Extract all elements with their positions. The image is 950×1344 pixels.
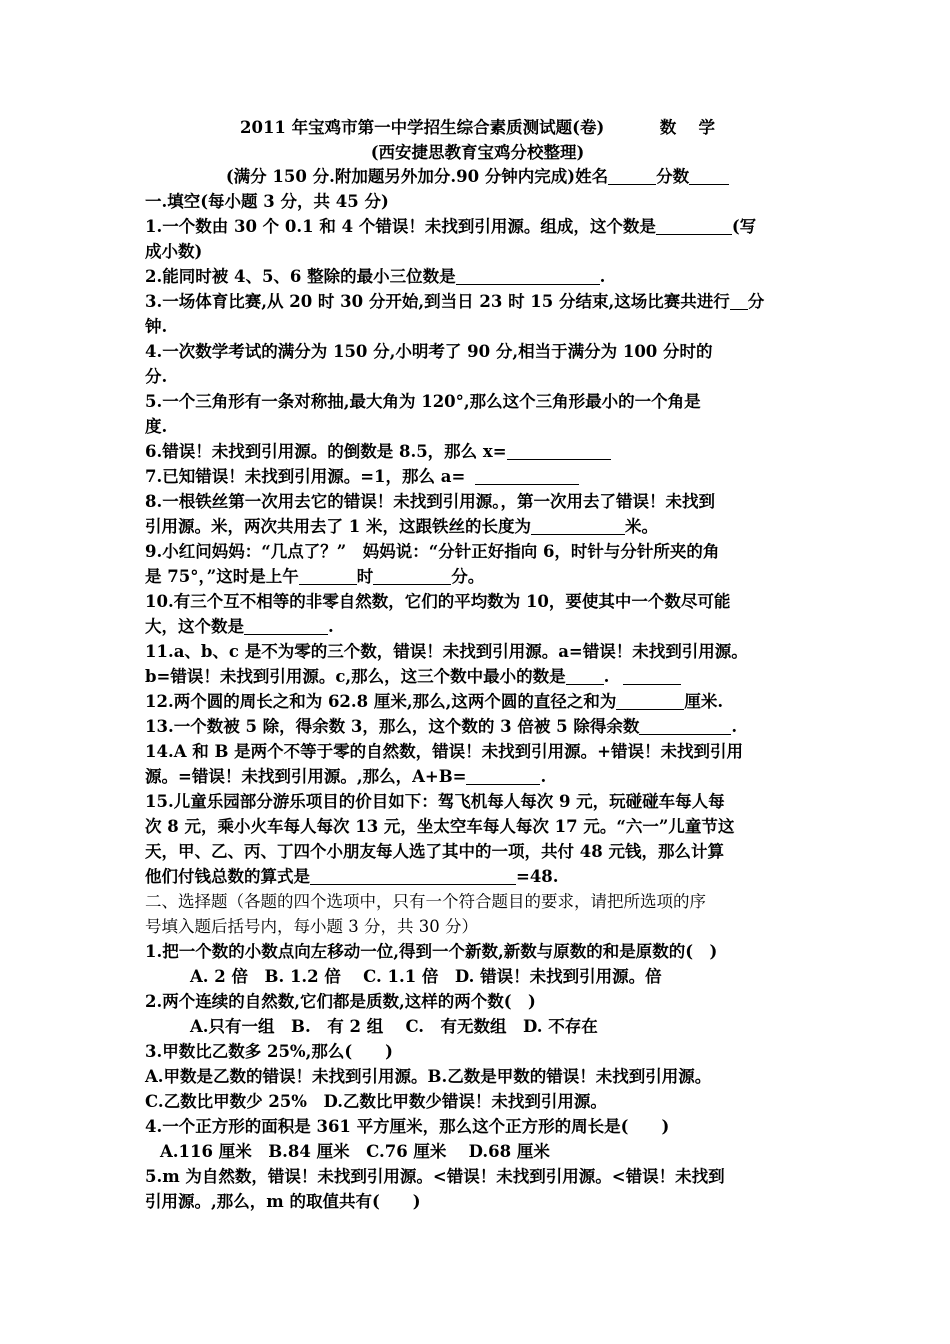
q10-line1: 10.有三个互不相等的非零自然数，它们的平均数为 10，要使其中一个数尽可能 (145, 592, 731, 611)
q2-line: 2.能同时被 4、5、6 整除的最小三位数是 . (145, 267, 606, 286)
q6-blank[interactable] (507, 441, 611, 460)
s2-q4: 4.一个正方形的面积是 361 平方厘米，那么这个正方形的周长是( ) (145, 1117, 670, 1136)
q1-blank[interactable] (656, 216, 732, 235)
q4-line1: 4.一次数学考试的满分为 150 分,小明考了 90 分,相当于满分为 100 分时的 (145, 342, 713, 361)
exam-subject: 数 学 (659, 118, 716, 137)
q7-blank[interactable] (475, 466, 579, 485)
q9-hour-blank[interactable] (299, 566, 357, 585)
section1-heading: 一.填空(每小题 3 分，共 45 分) (145, 192, 389, 211)
q11-blank-2[interactable] (623, 666, 681, 685)
q7-line: 7.已知错误！未找到引用源。=1，那么 a= (145, 464, 810, 489)
q14-blank[interactable] (466, 766, 540, 785)
q10-line2: 大，这个数是 . (145, 617, 334, 636)
exam-info-line (145, 164, 810, 189)
compiler-note: (西安捷思教育宝鸡分校整理) (370, 143, 585, 162)
q8-line1: 8.一根铁丝第一次用去它的错误！未找到引用源。，第一次用去了错误！未找到 (145, 492, 715, 511)
q3-line1: 3.一场体育比赛,从 20 时 30 分开始,到当日 23 时 15 分结束,这场比赛共进行 分 (145, 292, 765, 311)
exam-title-line (145, 115, 810, 140)
exam-title: 2011 年宝鸡市第一中学招生综合素质测试题(卷) (239, 118, 605, 137)
s2-q3-options-ab: A.甲数是乙数的错误！未找到引用源。B.乙数是甲数的错误！未找到引用源。 (145, 1067, 712, 1086)
s2-q3: 3.甲数比乙数多 25%,那么( ) (145, 1042, 393, 1061)
q1-line2: 成小数) (145, 242, 203, 261)
q12-blank[interactable] (616, 691, 684, 710)
s2-q4-options: A.116 厘米 B.84 厘米 C.76 厘米 D.68 厘米 (160, 1142, 550, 1161)
q15-line2: 次 8 元，乘小火车每人每次 13 元，坐太空车每人每次 17 元。“六一”儿童节这 (145, 817, 735, 836)
q15-line4: 他们付钱总数的算式是 =48. (145, 867, 559, 886)
s2-q5-line2: 引用源。,那么，m 的取值共有( ) (145, 1192, 421, 1211)
s2-q1: 1.把一个数的小数点向左移动一位,得到一个新数,新数与原数的和是原数的( ) (145, 942, 718, 961)
q9-line2: 是 75°，”这时是上午 时 分。 (145, 567, 485, 586)
q14-line1: 14.A 和 B 是两个不等于零的自然数，错误！未找到引用源。+错误！未找到引用 (145, 742, 744, 761)
exam-info: (满分 150 分.附加题另外加分.90 分钟内完成)姓名 (225, 167, 609, 186)
q10-blank[interactable] (244, 616, 328, 635)
q13-line: 13.一个数被 5 除，得余数 3，那么，这个数的 3 倍被 5 除得余数 . (145, 717, 738, 736)
q13-blank[interactable] (639, 716, 731, 735)
q2-blank[interactable] (456, 266, 600, 285)
q11-line2: b=错误！未找到引用源。c,那么，这三个数中最小的数是 . (145, 664, 810, 689)
score-blank[interactable] (689, 166, 729, 185)
score-label: 分数 (656, 167, 690, 186)
q12-line: 12.两个圆的周长之和为 62.8 厘米,那么,这两个圆的直径之和为 厘米. (145, 692, 724, 711)
section2-heading-line1: 二、选择题（各题的四个选项中，只有一个符合题目的要求，请把所选项的序 (145, 892, 706, 911)
q15-line1: 15.儿童乐园部分游乐项目的价目如下：驾飞机每人每次 9 元，玩碰碰车每人每 (145, 792, 725, 811)
s2-q2-options: A.只有一组 B. 有 2 组 C. 有无数组 D. 不存在 (190, 1017, 598, 1036)
s2-q5-line1: 5.m 为自然数，错误！未找到引用源。<错误！未找到引用源。<错误！未找到 (145, 1167, 725, 1186)
q11-blank[interactable] (566, 666, 604, 685)
q5-line2: 度. (145, 417, 168, 436)
s2-q1-options: A. 2 倍 B. 1.2 倍 C. 1.1 倍 D. 错误！未找到引用源。倍 (190, 967, 662, 986)
q6-line: 6.错误！未找到引用源。的倒数是 8.5，那么 x= (145, 439, 810, 464)
name-blank[interactable] (608, 166, 656, 185)
q4-line2: 分. (145, 367, 168, 386)
q15-blank[interactable] (310, 866, 516, 885)
s2-q3-options-cd: C.乙数比甲数少 25% D.乙数比甲数少错误！未找到引用源。 (145, 1092, 607, 1111)
section2-heading-line2: 号填入题后括号内，每小题 3 分，共 30 分） (145, 917, 478, 936)
q14-line2: 源。=错误！未找到引用源。,那么，A+B= . (145, 767, 547, 786)
q11-line1: 11.a、b、c 是不为零的三个数，错误！未找到引用源。a=错误！未找到引用源。 (145, 642, 748, 661)
q8-blank[interactable] (531, 516, 625, 535)
q3-blank[interactable] (730, 291, 748, 310)
q3-line2: 钟. (145, 317, 168, 336)
s2-q2: 2.两个连续的自然数,它们都是质数,这样的两个数( ) (145, 992, 536, 1011)
q1-line1: 1.一个数由 30 个 0.1 和 4 个错误！未找到引用源。组成，这个数是 (写 (145, 217, 757, 236)
q15-line3: 天，甲、乙、丙、丁四个小朋友每人选了其中的一项，共付 48 元钱，那么计算 (145, 842, 724, 861)
q9-line1: 9.小红问妈妈：“几点了？” 妈妈说：“分针正好指向 6，时针与分针所夹的角 (145, 542, 720, 561)
q5-line1: 5.一个三角形有一条对称抽,最大角为 120°,那么这个三角形最小的一个角是 (145, 392, 701, 411)
q8-line2: 引用源。米，两次共用去了 1 米，这跟铁丝的长度为 米。 (145, 517, 658, 536)
q9-minute-blank[interactable] (373, 566, 451, 585)
